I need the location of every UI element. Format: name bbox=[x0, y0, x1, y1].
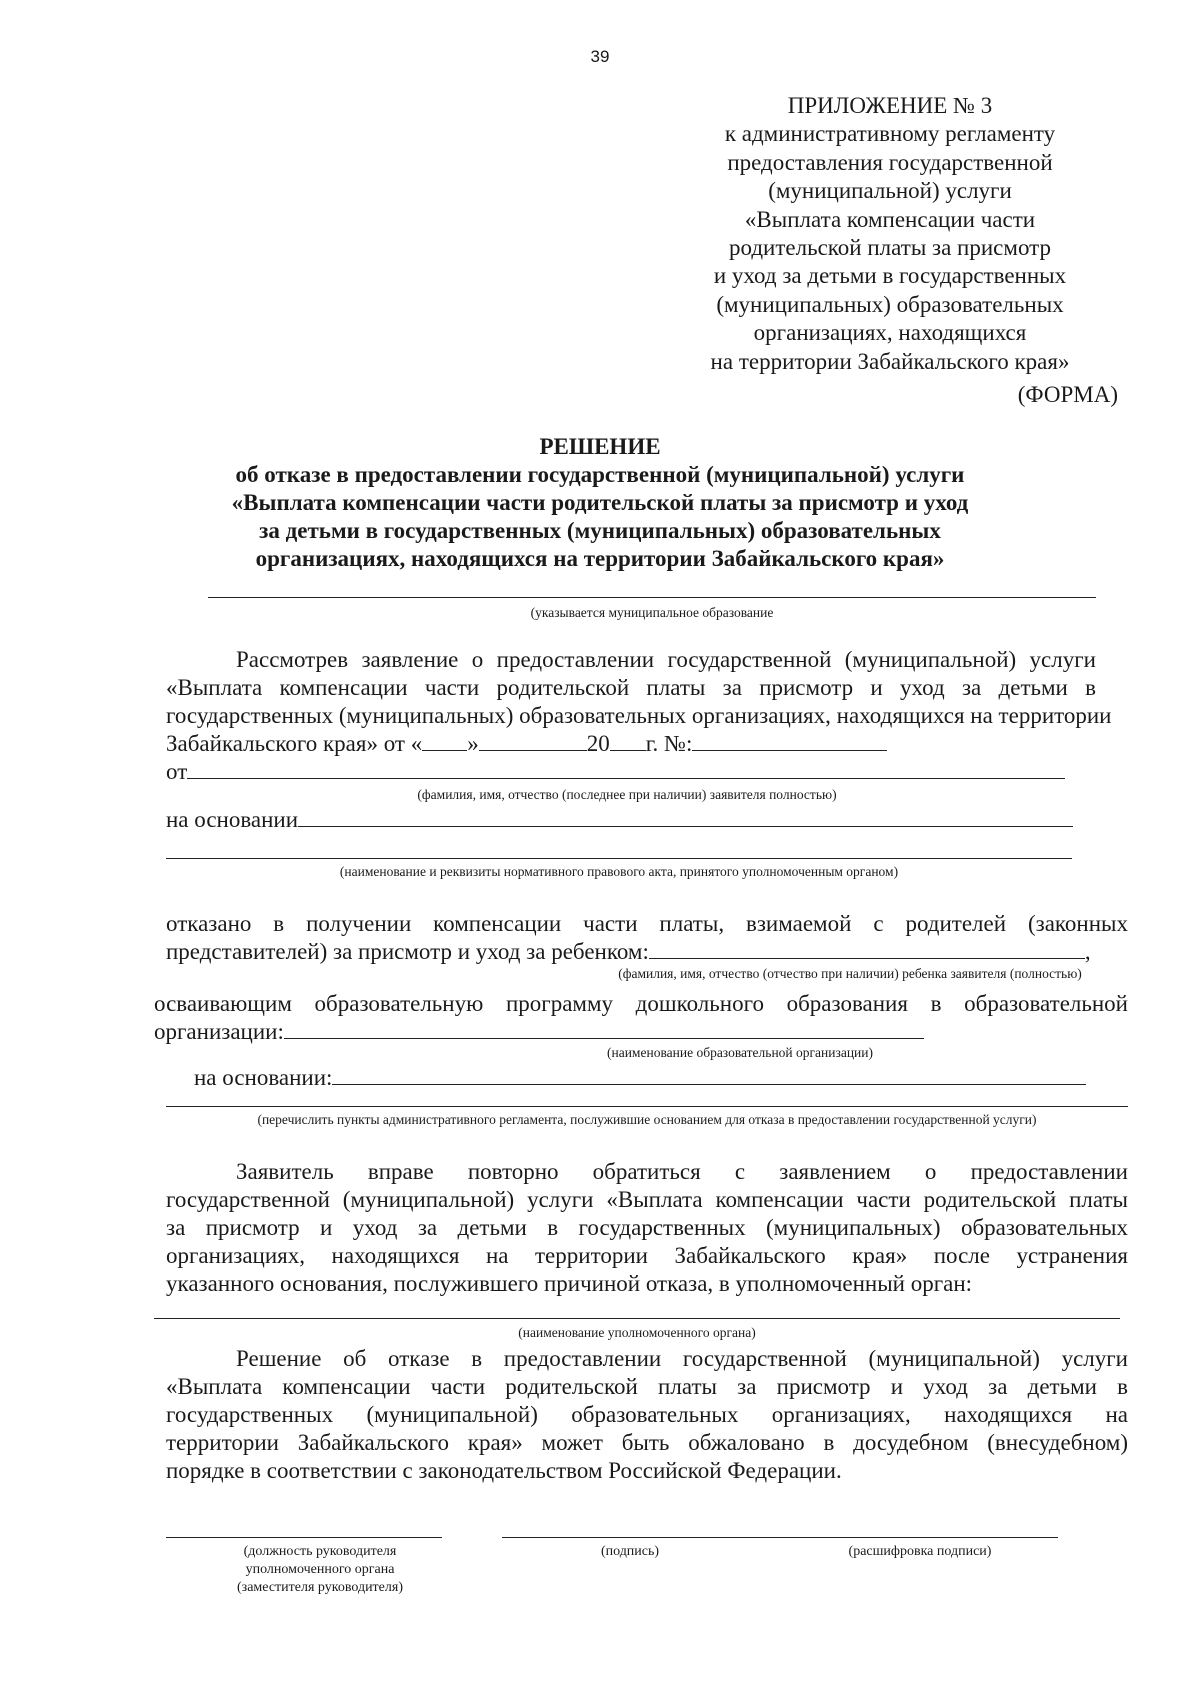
para1-line: «Выплата компенсации части родительской платы за присмотр и уход за детьми в bbox=[166, 675, 1096, 700]
child-name-caption: (фамилия, имя, отчество (отчество при наличии) ребенка заявителя (полностью) bbox=[618, 966, 1082, 981]
appendix-line: (муниципальных) образовательных bbox=[716, 291, 1064, 317]
appendix-line: организациях, находящихся bbox=[753, 320, 1027, 346]
appendix-line: на территории Забайкальского края» bbox=[710, 348, 1070, 374]
child-name-field[interactable] bbox=[649, 938, 1085, 959]
page-number: 39 bbox=[590, 47, 610, 66]
applicant-name-field[interactable] bbox=[187, 758, 1065, 779]
para1-text: Забайкальского края» от « bbox=[166, 731, 423, 756]
basis-field[interactable] bbox=[298, 806, 1073, 827]
para1-text: г. №: bbox=[645, 731, 693, 756]
appendix-line: «Выплата компенсации части bbox=[744, 206, 1036, 232]
authority-field-line[interactable] bbox=[154, 1318, 1120, 1319]
appendix-line: ПРИЛОЖЕНИЕ № 3 bbox=[787, 93, 993, 118]
applicant-row bbox=[166, 758, 1065, 786]
para1-line: государственных (муниципальных) образовательных организациях, находящихся на территории bbox=[166, 703, 1112, 728]
appendix-line: и уход за детьми в государственных bbox=[713, 263, 1067, 289]
reasons-row bbox=[194, 1064, 1086, 1092]
signature-field-line[interactable] bbox=[502, 1537, 1058, 1538]
position-caption-line: (должность руководителя bbox=[243, 1544, 397, 1559]
title-line: «Выплата компенсации части родительской платы за присмотр и уход bbox=[231, 490, 969, 515]
para2-line: осваивающим образовательную программу дошкольного образования в образовательной bbox=[154, 991, 1128, 1016]
para4-line: порядке в соответствии с законодательством Российской Федерации. bbox=[166, 1458, 842, 1483]
year-field[interactable] bbox=[610, 730, 646, 751]
reasons-caption: (перечислить пункты административного регламента, послужившие основанием для отказа в предоставлении государственной услуги) bbox=[257, 1112, 1037, 1127]
applicant-caption: (фамилия, имя, отчество (последнее при наличии) заявителя полностью) bbox=[417, 787, 837, 802]
position-caption-line: (заместителя руководителя) bbox=[237, 1580, 403, 1595]
para3-line: указанного основания, послужившего причиной отказа, в уполномоченный орган: bbox=[166, 1271, 973, 1296]
para3-line: Заявитель вправе повторно обратиться с заявлением о предоставлении bbox=[236, 1159, 1128, 1184]
authority-caption: (наименование уполномоченного органа) bbox=[518, 1325, 756, 1340]
title-line: об отказе в предоставлении государственной (муниципальной) услуги bbox=[235, 462, 965, 487]
appendix-line: предоставления государственной bbox=[727, 149, 1053, 175]
para4-line: государственных (муниципальной) образовательных организациях, находящихся на bbox=[166, 1402, 1128, 1427]
title-heading: РЕШЕНИЕ bbox=[539, 434, 661, 459]
para2-text: представителей) за присмотр и уход за ребенком: bbox=[166, 939, 649, 964]
para1-text: 20 bbox=[586, 731, 610, 756]
month-field[interactable] bbox=[479, 730, 587, 751]
title-line: за детьми в государственных (муниципальных) образовательных bbox=[259, 518, 941, 543]
municipality-caption: (указывается муниципальное образование bbox=[530, 605, 774, 620]
para4-line: «Выплата компенсации части родительской платы за присмотр и уход за детьми в bbox=[166, 1374, 1128, 1399]
org-name-caption: (наименование образовательной организации) bbox=[607, 1045, 873, 1060]
para1-line bbox=[166, 730, 887, 758]
para1-line: Рассмотрев заявление о предоставлении государственной (муниципальной) услуги bbox=[236, 647, 1096, 672]
org-name-field[interactable] bbox=[284, 1018, 924, 1039]
signature-caption: (подпись) bbox=[600, 1544, 660, 1559]
appendix-header bbox=[680, 92, 1100, 376]
reasons-label: на основании: bbox=[194, 1065, 333, 1090]
reasons-field-line[interactable] bbox=[166, 1106, 1128, 1107]
para2-line bbox=[154, 1018, 924, 1046]
position-field-line[interactable] bbox=[166, 1537, 442, 1538]
title-line: организациях, находящихся на территории Забайкальского края» bbox=[255, 546, 945, 571]
appendix-line: к административному регламенту bbox=[724, 121, 1056, 147]
position-caption-line: уполномоченного органа bbox=[245, 1562, 395, 1577]
para1-text: » bbox=[467, 731, 479, 756]
basis-row bbox=[166, 806, 1073, 834]
form-label: (ФОРМА) bbox=[1017, 382, 1118, 407]
appendix-line: (муниципальной) услуги bbox=[768, 178, 1012, 204]
decoding-caption: (расшифровка подписи) bbox=[848, 1544, 992, 1559]
para2-text: , bbox=[1084, 939, 1091, 964]
para3-line: за присмотр и уход за детьми в государственных (муниципальных) образовательных bbox=[166, 1215, 1128, 1240]
legal-act-caption: (наименование и реквизиты нормативного правового акта, принятого уполномоченным органом) bbox=[339, 864, 899, 879]
document-title bbox=[0, 433, 1200, 573]
municipality-field-line[interactable] bbox=[208, 597, 1096, 598]
para2-line: отказано в получении компенсации части платы, взимаемой с родителей (законных bbox=[166, 911, 1128, 936]
basis-label: на основании bbox=[166, 807, 299, 832]
position-caption bbox=[210, 1543, 430, 1597]
from-label: от bbox=[166, 759, 188, 784]
para2-text: организации: bbox=[154, 1019, 284, 1044]
reasons-field[interactable] bbox=[332, 1064, 1086, 1085]
day-field[interactable] bbox=[422, 730, 467, 751]
para3-line: государственной (муниципальной) услуги «Выплата компенсации части родительской платы bbox=[166, 1187, 1128, 1212]
para2-line bbox=[166, 938, 1091, 966]
para4-line: Решение об отказе в предоставлении государственной (муниципальной) услуги bbox=[236, 1346, 1128, 1371]
para4-line: территории Забайкальского края» может быть обжаловано в досудебном (внесудебном) bbox=[166, 1430, 1128, 1455]
para3-line: организациях, находящихся на территории Забайкальского края» после устранения bbox=[166, 1243, 1128, 1268]
legal-act-field-line[interactable] bbox=[166, 858, 1072, 859]
number-field[interactable] bbox=[692, 730, 887, 751]
appendix-line: родительской платы за присмотр bbox=[729, 235, 1051, 261]
